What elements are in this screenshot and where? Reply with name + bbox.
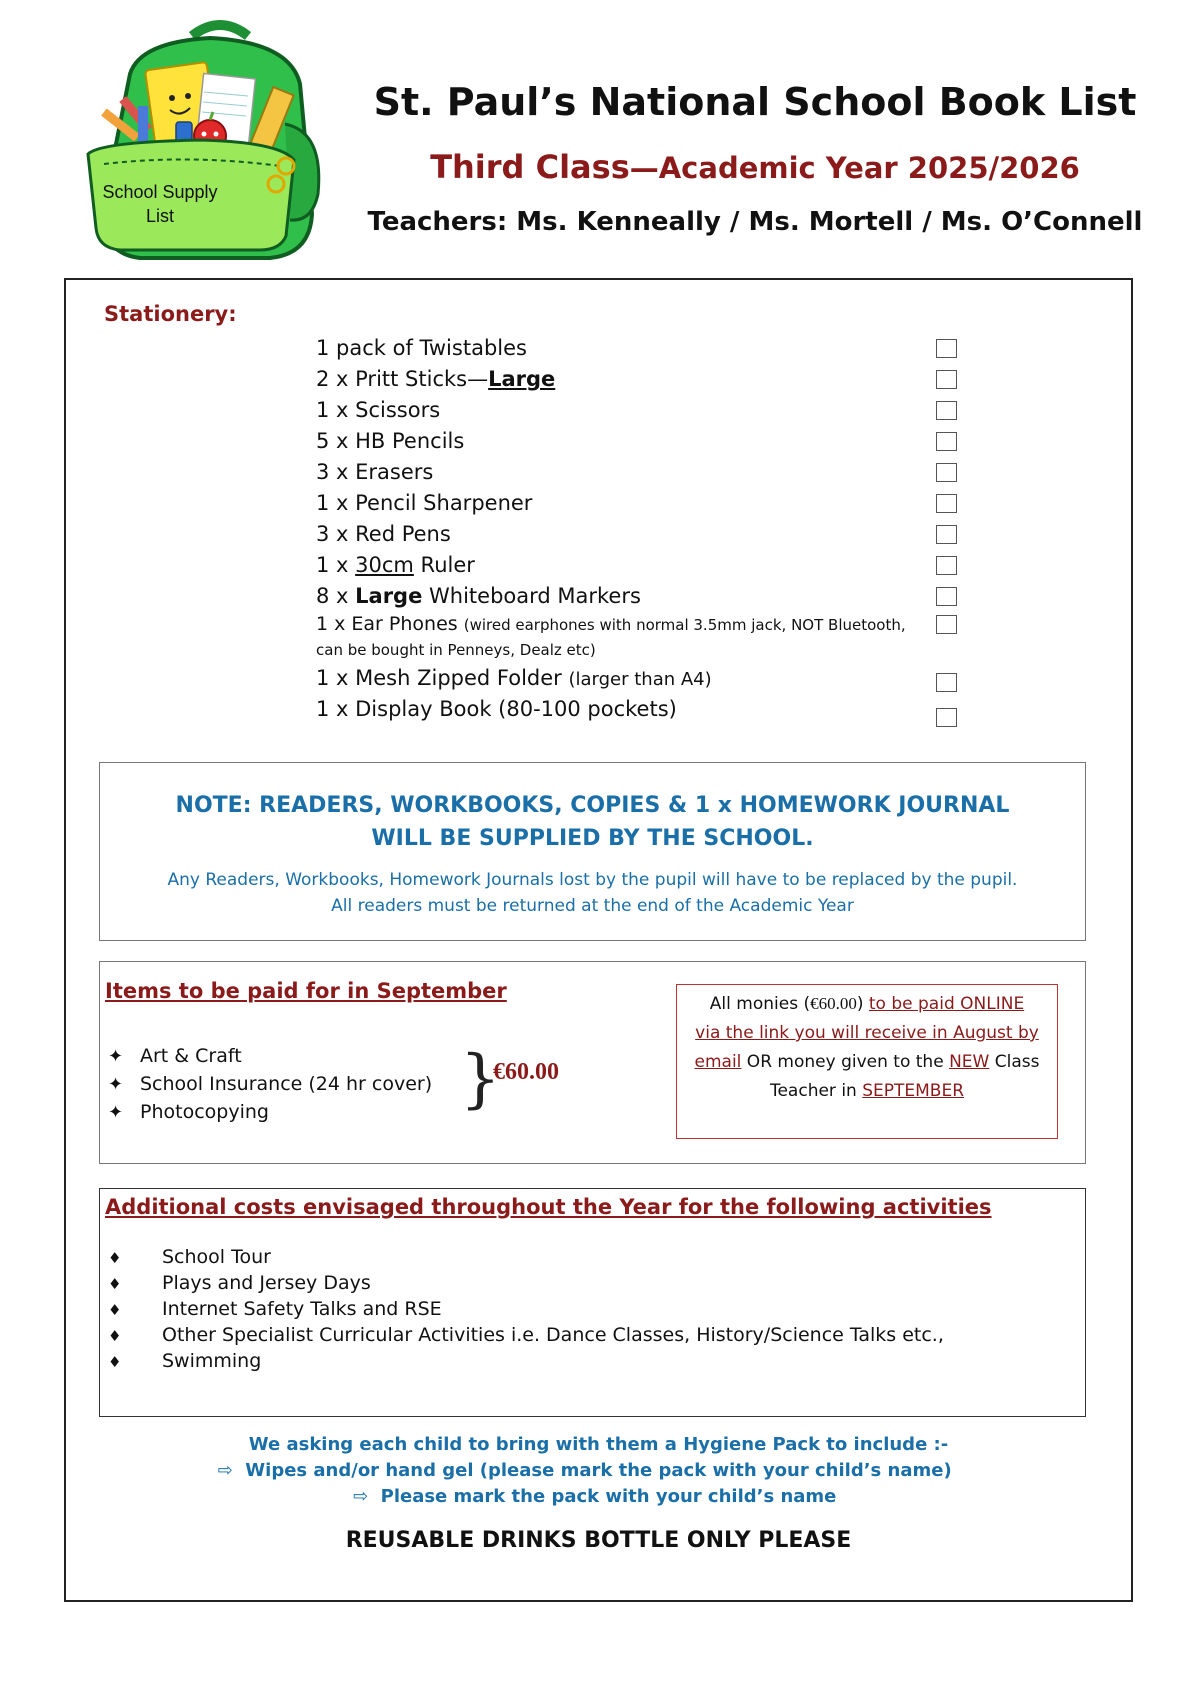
hygiene-point — [24, 1458, 1133, 1484]
list-item-text: Swimming — [162, 1350, 262, 1372]
four-point-star-icon: ✦ — [108, 1046, 124, 1067]
additional-heading: Additional costs envisaged throughout the Year for the following activities — [105, 1195, 992, 1219]
diamond-bullet-icon: ♦ — [108, 1327, 122, 1345]
stationery-item — [316, 457, 1176, 488]
diamond-bullet-icon: ♦ — [108, 1249, 122, 1267]
item-text: Ruler — [413, 553, 475, 577]
stationery-item — [316, 364, 1176, 395]
list-item-text: Internet Safety Talks and RSE — [162, 1298, 442, 1320]
stationery-item — [316, 333, 1176, 364]
item-emphasis: 30cm — [355, 553, 414, 577]
note-heading — [100, 789, 1085, 855]
info-text: Teacher in — [769, 1081, 863, 1101]
list-item-text: Art & Craft — [140, 1045, 242, 1067]
academic-year: —Academic Year 2025/2026 — [629, 151, 1080, 185]
item-text: 3 x Erasers — [316, 460, 434, 484]
note-line: WILL BE SUPPLIED BY THE SCHOOL. — [371, 826, 814, 851]
item-text: 1 pack of Twistables — [316, 336, 527, 360]
list-item — [108, 1322, 944, 1348]
payment-info-box — [676, 984, 1058, 1139]
diamond-bullet-icon: ♦ — [108, 1275, 122, 1293]
logo-label-line1: School Supply — [102, 182, 218, 202]
item-emphasis: Large — [355, 584, 423, 608]
stationery-heading: Stationery: — [104, 302, 237, 326]
hygiene-pack-note — [64, 1432, 1133, 1510]
item-emphasis: Large — [488, 367, 556, 391]
stationery-item — [316, 612, 1176, 663]
stationery-item — [316, 663, 1176, 694]
item-text: Whiteboard Markers — [422, 584, 641, 608]
checkbox[interactable] — [936, 463, 957, 482]
supplied-note-box — [99, 762, 1086, 941]
info-link-text: NEW — [949, 1052, 990, 1072]
item-text: 1 x Pencil Sharpener — [316, 491, 533, 515]
four-point-star-icon: ✦ — [108, 1074, 124, 1095]
class-name: Third Class — [430, 148, 630, 186]
payment-section — [99, 961, 1086, 1164]
stationery-item — [316, 550, 1176, 581]
list-item — [108, 1348, 944, 1374]
drinks-bottle-note: REUSABLE DRINKS BOTTLE ONLY PLEASE — [345, 1528, 852, 1553]
info-link-text: email — [694, 1052, 742, 1072]
additional-costs-section — [99, 1188, 1086, 1417]
info-text: ) — [856, 994, 869, 1014]
hygiene-point-text: Wipes and/or hand gel (please mark the pack with your child’s name) — [245, 1460, 952, 1481]
checkbox[interactable] — [936, 615, 957, 634]
item-note: (larger than A4) — [568, 669, 712, 690]
list-item-text: Plays and Jersey Days — [162, 1272, 371, 1294]
note-line: Any Readers, Workbooks, Homework Journals lost by the pupil will have to be replaced by the pupil. — [167, 870, 1018, 890]
diamond-bullet-icon: ♦ — [108, 1353, 122, 1371]
list-item-text: Other Specialist Curricular Activities i.e. Dance Classes, History/Science Talks etc., — [162, 1324, 944, 1346]
stationery-item — [316, 426, 1176, 457]
item-text: 5 x HB Pencils — [316, 429, 465, 453]
note-line: All readers must be returned at the end of the Academic Year — [331, 896, 854, 916]
hygiene-intro: We asking each child to bring with them a Hygiene Pack to include :- — [248, 1434, 949, 1455]
item-text: 1 x Scissors — [316, 398, 441, 422]
checkbox[interactable] — [936, 587, 957, 606]
list-item — [108, 1296, 944, 1322]
item-text: 1 x Mesh Zipped Folder — [316, 666, 569, 690]
page-title: St. Paul’s National School Book List — [373, 80, 1137, 124]
list-item — [108, 1270, 944, 1296]
info-text: OR money given to the — [741, 1052, 950, 1072]
item-text: 1 x Ear Phones — [316, 613, 464, 635]
list-item — [108, 1098, 432, 1126]
item-text: 1 x Display Book (80-100 pockets) — [316, 697, 677, 721]
list-item-text: Photocopying — [140, 1101, 269, 1123]
stationery-item — [316, 694, 1176, 725]
info-text: All monies ( — [709, 994, 811, 1014]
list-item — [108, 1042, 432, 1070]
item-text: 2 x Pritt Sticks— — [316, 367, 489, 391]
diamond-bullet-icon: ♦ — [108, 1301, 122, 1319]
logo-label — [90, 180, 230, 228]
arrow-right-icon: ⇨ — [217, 1460, 233, 1481]
hygiene-point-text: Please mark the pack with your child’s name — [380, 1486, 837, 1507]
payment-items — [108, 1042, 432, 1126]
backpack-icon — [80, 14, 340, 266]
info-amount: €60.00 — [810, 994, 857, 1013]
info-link-text: via the link you will receive in August by — [695, 1023, 1039, 1043]
payment-heading: Items to be paid for in September — [105, 979, 507, 1003]
list-item — [108, 1244, 944, 1270]
item-note: (wired earphones with normal 3.5mm jack, NOT Bluetooth, — [463, 616, 906, 634]
note-line: NOTE: READERS, WORKBOOKS, COPIES & 1 x HOMEWORK JOURNAL — [175, 793, 1010, 818]
stationery-item — [316, 488, 1176, 519]
arrow-right-icon: ⇨ — [353, 1486, 369, 1507]
stationery-list — [316, 333, 1176, 725]
info-link-text: SEPTEMBER — [862, 1081, 965, 1101]
checkbox[interactable] — [936, 708, 957, 727]
checkbox[interactable] — [936, 556, 957, 575]
brace-icon: } — [460, 1042, 501, 1116]
logo-label-line2: List — [145, 206, 174, 226]
amount-total: €60.00 — [493, 1059, 559, 1085]
item-text: 1 x — [316, 553, 356, 577]
item-text: 3 x Red Pens — [316, 522, 451, 546]
four-point-star-icon: ✦ — [108, 1102, 124, 1123]
teachers-line: Teachers: Ms. Kenneally / Ms. Mortell / Ms. O’Connell — [367, 207, 1143, 237]
class-heading — [330, 148, 1180, 186]
item-note: can be bought in Penneys, Dealz etc) — [316, 641, 596, 659]
checkbox[interactable] — [936, 432, 957, 451]
checkbox[interactable] — [936, 673, 957, 692]
stationery-item — [316, 581, 1176, 612]
stationery-item — [316, 395, 1176, 426]
checkbox[interactable] — [936, 370, 957, 389]
list-item — [108, 1070, 432, 1098]
list-item-text: School Tour — [162, 1246, 271, 1268]
info-text: Class — [989, 1052, 1040, 1072]
checkbox[interactable] — [936, 339, 957, 358]
list-item-text: School Insurance (24 hr cover) — [140, 1073, 433, 1095]
info-link-text: to be paid ONLINE — [868, 994, 1025, 1014]
school-supply-logo — [80, 14, 340, 266]
checkbox[interactable] — [936, 401, 957, 420]
additional-items — [108, 1244, 944, 1374]
checkbox[interactable] — [936, 525, 957, 544]
stationery-item — [316, 519, 1176, 550]
note-details — [100, 867, 1085, 919]
checkbox[interactable] — [936, 494, 957, 513]
item-text: 8 x — [316, 584, 356, 608]
hygiene-point — [44, 1484, 1133, 1510]
